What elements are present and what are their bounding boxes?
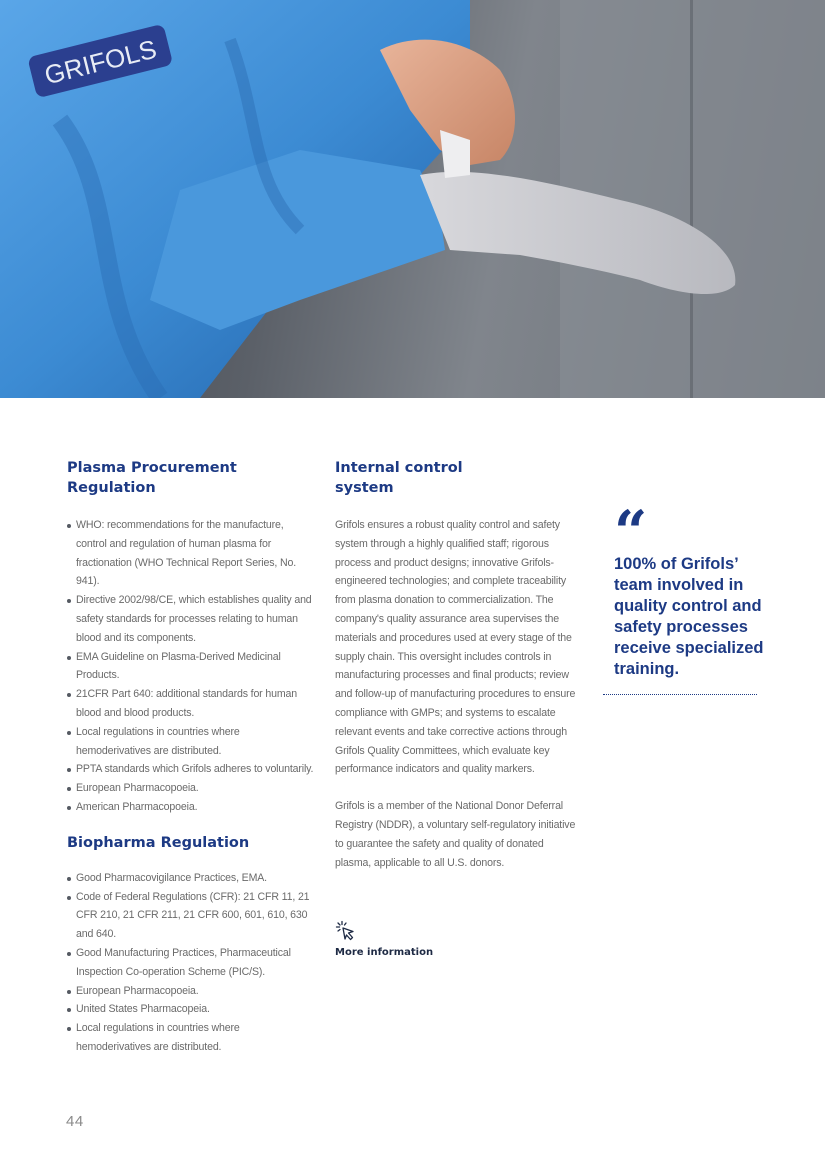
list-item: United States Pharmacopeia. — [67, 1000, 317, 1019]
list-item: Local regulations in countries where hemoderivatives are distributed. — [67, 1019, 317, 1057]
list-item: European Pharmacopoeia. — [67, 982, 317, 1001]
internal-heading-line2: system — [335, 480, 394, 496]
list-item: Directive 2002/98/CE, which establishes quality and safety standards for processes relating to human blood and its components. — [67, 591, 317, 647]
list-item: Good Pharmacovigilance Practices, EMA. — [67, 869, 317, 888]
list-item: European Pharmacopoeia. — [67, 779, 317, 798]
left-column — [67, 458, 317, 1057]
hero-illustration — [0, 0, 825, 398]
list-item: 21CFR Part 640: additional standards for human blood and blood products. — [67, 685, 317, 723]
wall-seam — [690, 0, 693, 398]
biopharma-heading: Biopharma Regulation — [67, 834, 250, 851]
plasma-regulation-list — [67, 516, 317, 817]
biopharma-regulation-list — [67, 869, 317, 1057]
list-item: WHO: recommendations for the manufacture, control and regulation of human plasma for fractionation (WHO Technical Report Series, No. 941). — [67, 516, 317, 591]
internal-control-paragraph: Grifols ensures a robust quality control and safety system through a highly qualified staff; rigorous process and product designs; innovative Grifols-engineered technologies; and complete traceability from plasma donation to commercialization. The company's quality assurance area supervises the materials and procedures used at every stage of the supply chain. This oversight includes controls in manufacturing processes and final products; review and follow-up of manufacturing procedures to ensure compliance with GMPs; and systems to escalate relevant events and take corrective actions through Grifols Quality Committees, which evaluate key performance indicators and quality markers. — [335, 519, 576, 776]
quote-divider — [603, 694, 757, 695]
more-information-link[interactable]: More information — [335, 947, 434, 959]
pull-quote — [614, 498, 764, 680]
page-number: 44 — [66, 1113, 84, 1130]
quote-mark: “ — [614, 498, 644, 566]
middle-column — [335, 458, 580, 960]
list-item: Good Manufacturing Practices, Pharmaceutical Inspection Co-operation Scheme (PIC/S). — [67, 944, 317, 982]
plasma-heading — [67, 458, 317, 498]
list-item: Code of Federal Regulations (CFR): 21 CFR 11, 21 CFR 210, 21 CFR 211, 21 CFR 600, 601, 610, 630 and 640. — [67, 888, 317, 944]
plasma-heading-line1: Plasma Procurement — [67, 460, 237, 476]
list-item: PPTA standards which Grifols adheres to voluntarily. — [67, 760, 317, 779]
internal-control-heading — [335, 458, 580, 498]
list-item: American Pharmacopoeia. — [67, 798, 317, 817]
hero-photo — [0, 0, 825, 398]
logo-text: GRIFOLS — [41, 33, 160, 91]
nddr-paragraph: Grifols is a member of the National Donor Deferral Registry (NDDR), a voluntary self-regulatory initiative to guarantee the safety and quality of donated plasma, applicable to all U.S. donors. — [335, 800, 576, 869]
internal-heading-line1: Internal control — [335, 460, 463, 476]
plasma-heading-line2: Regulation — [67, 480, 156, 496]
pointer-click-icon[interactable] — [335, 920, 357, 942]
quote-text: 100% of Grifols’ team involved in quality control and safety processes receive specialized training. — [614, 555, 764, 678]
list-item: EMA Guideline on Plasma-Derived Medicinal Products. — [67, 648, 317, 686]
list-item: Local regulations in countries where hemoderivatives are distributed. — [67, 723, 317, 761]
